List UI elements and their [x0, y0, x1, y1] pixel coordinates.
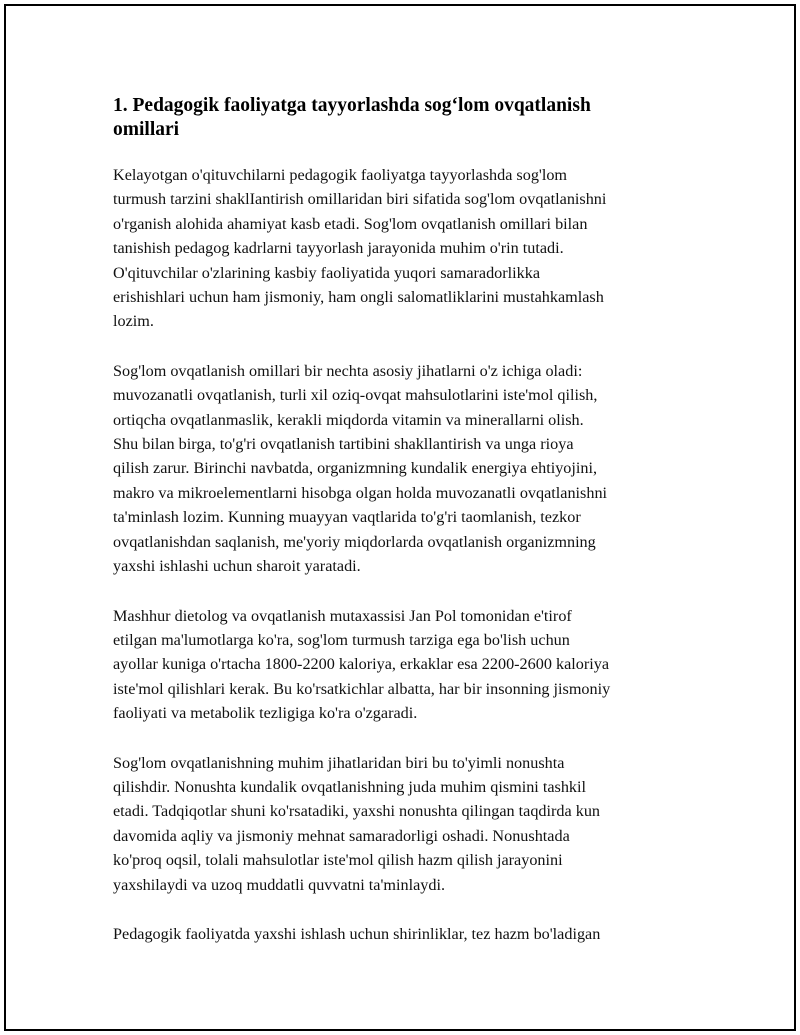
text-line: yaxshi ishlashi uchun sharoit yaratadi. [113, 557, 361, 576]
text-line: faoliyati va metabolik tezligiga ko'ra o'zgaradi. [113, 704, 418, 723]
section-heading [113, 94, 693, 142]
text-line: ortiqcha ovqatlanmaslik, kerakli miqdorda vitamin va minerallarni olish. [113, 410, 584, 429]
text-line: O'qituvchilar o'zlarining kasbiy faoliyatida yuqori samaradorlikka [113, 263, 541, 282]
text-line: tanishish pedagog kadrlarni tayyorlash jarayonida muhim o'rin tutadi. [113, 239, 564, 258]
text-line: qilishdir. Nonushta kundalik ovqatlanishning juda muhim qismini tashkil [113, 777, 587, 796]
heading-line: omillari [113, 119, 180, 140]
text-line: Sog'lom ovqatlanish omillari bir nechta asosiy jihatlarni o'z ichiga oladi: [113, 361, 583, 380]
text-line: ovqatlanishdan saqlanish, me'yoriy miqdorlarda ovqatlanish organizmning [113, 532, 596, 551]
paragraph-5 [113, 922, 693, 946]
text-line: turmush tarzini shaklIantirish omillaridan biri sifatida sog'lom ovqatlanishni [113, 190, 607, 209]
text-line: Kelayotgan o'qituvchilarni pedagogik faoliyatga tayyorlashda sog'lom [113, 166, 568, 184]
document-body [113, 94, 693, 946]
text-line: erishishlari uchun ham jismoniy, ham ongli salomatliklarini mustahkamlash [113, 288, 604, 307]
text-line: ta'minlash lozim. Kunning muayyan vaqtlarida to'g'ri taomlanish, tezkor [113, 508, 581, 527]
paragraph-2 [113, 359, 693, 579]
text-line: etadi. Tadqiqotlar shuni ko'rsatadiki, yaxshi nonushta qilingan taqdirda kun [113, 802, 601, 821]
heading-line: 1. Pedagogik faoliyatga tayyorlashda sog‘lom ovqatlanish [113, 95, 591, 116]
text-line: Pedagogik faoliyatda yaxshi ishlash uchun shirinliklar, tez hazm bo'ladigan [113, 924, 601, 943]
text-line: davomida aqliy va jismoniy mehnat samaradorligi oshadi. Nonushtada [113, 826, 570, 845]
text-line: muvozanatli ovqatlanish, turli xil oziq-ovqat mahsulotlarini iste'mol qilish, [113, 386, 598, 405]
text-line: yaxshilaydi va uzoq muddatli quvvatni ta'minlaydi. [113, 875, 446, 894]
text-line: lozim. [113, 312, 154, 331]
text-line: iste'mol qilishlari kerak. Bu ko'rsatkichlar albatta, har bir insonning jismoniy [113, 679, 611, 698]
text-line: o'rganish alohida ahamiyat kasb etadi. Sog'lom ovqatlanish omillari bilan [113, 214, 588, 233]
text-line: ko'proq oqsil, tolali mahsulotlar iste'mol qilish hazm qilish jarayonini [113, 851, 563, 870]
text-line: Mashhur dietolog va ovqatlanish mutaxassisi Jan Pol tomonidan e'tirof [113, 606, 572, 625]
text-line: ayollar kuniga o'rtacha 1800-2200 kaloriya, erkaklar esa 2200-2600 kaloriya [113, 655, 610, 674]
paragraph-1 [113, 163, 693, 334]
paragraph-3 [113, 604, 693, 726]
text-line: etilgan ma'lumotlarga ko'ra, sog'lom turmush tarziga ega bo'lish uchun [113, 630, 570, 649]
text-line: Shu bilan birga, to'g'ri ovqatlanish tartibini shakllantirish va unga rioya [113, 435, 574, 454]
text-line: qilish zarur. Birinchi navbatda, organizmning kundalik energiya ehtiyojini, [113, 459, 598, 478]
paragraph-4 [113, 751, 693, 897]
text-line: Sog'lom ovqatlanishning muhim jihatlaridan biri bu to'yimli nonushta [113, 753, 565, 772]
text-line: makro va mikroelementlarni hisobga olgan holda muvozanatli ovqatlanishni [113, 483, 608, 502]
